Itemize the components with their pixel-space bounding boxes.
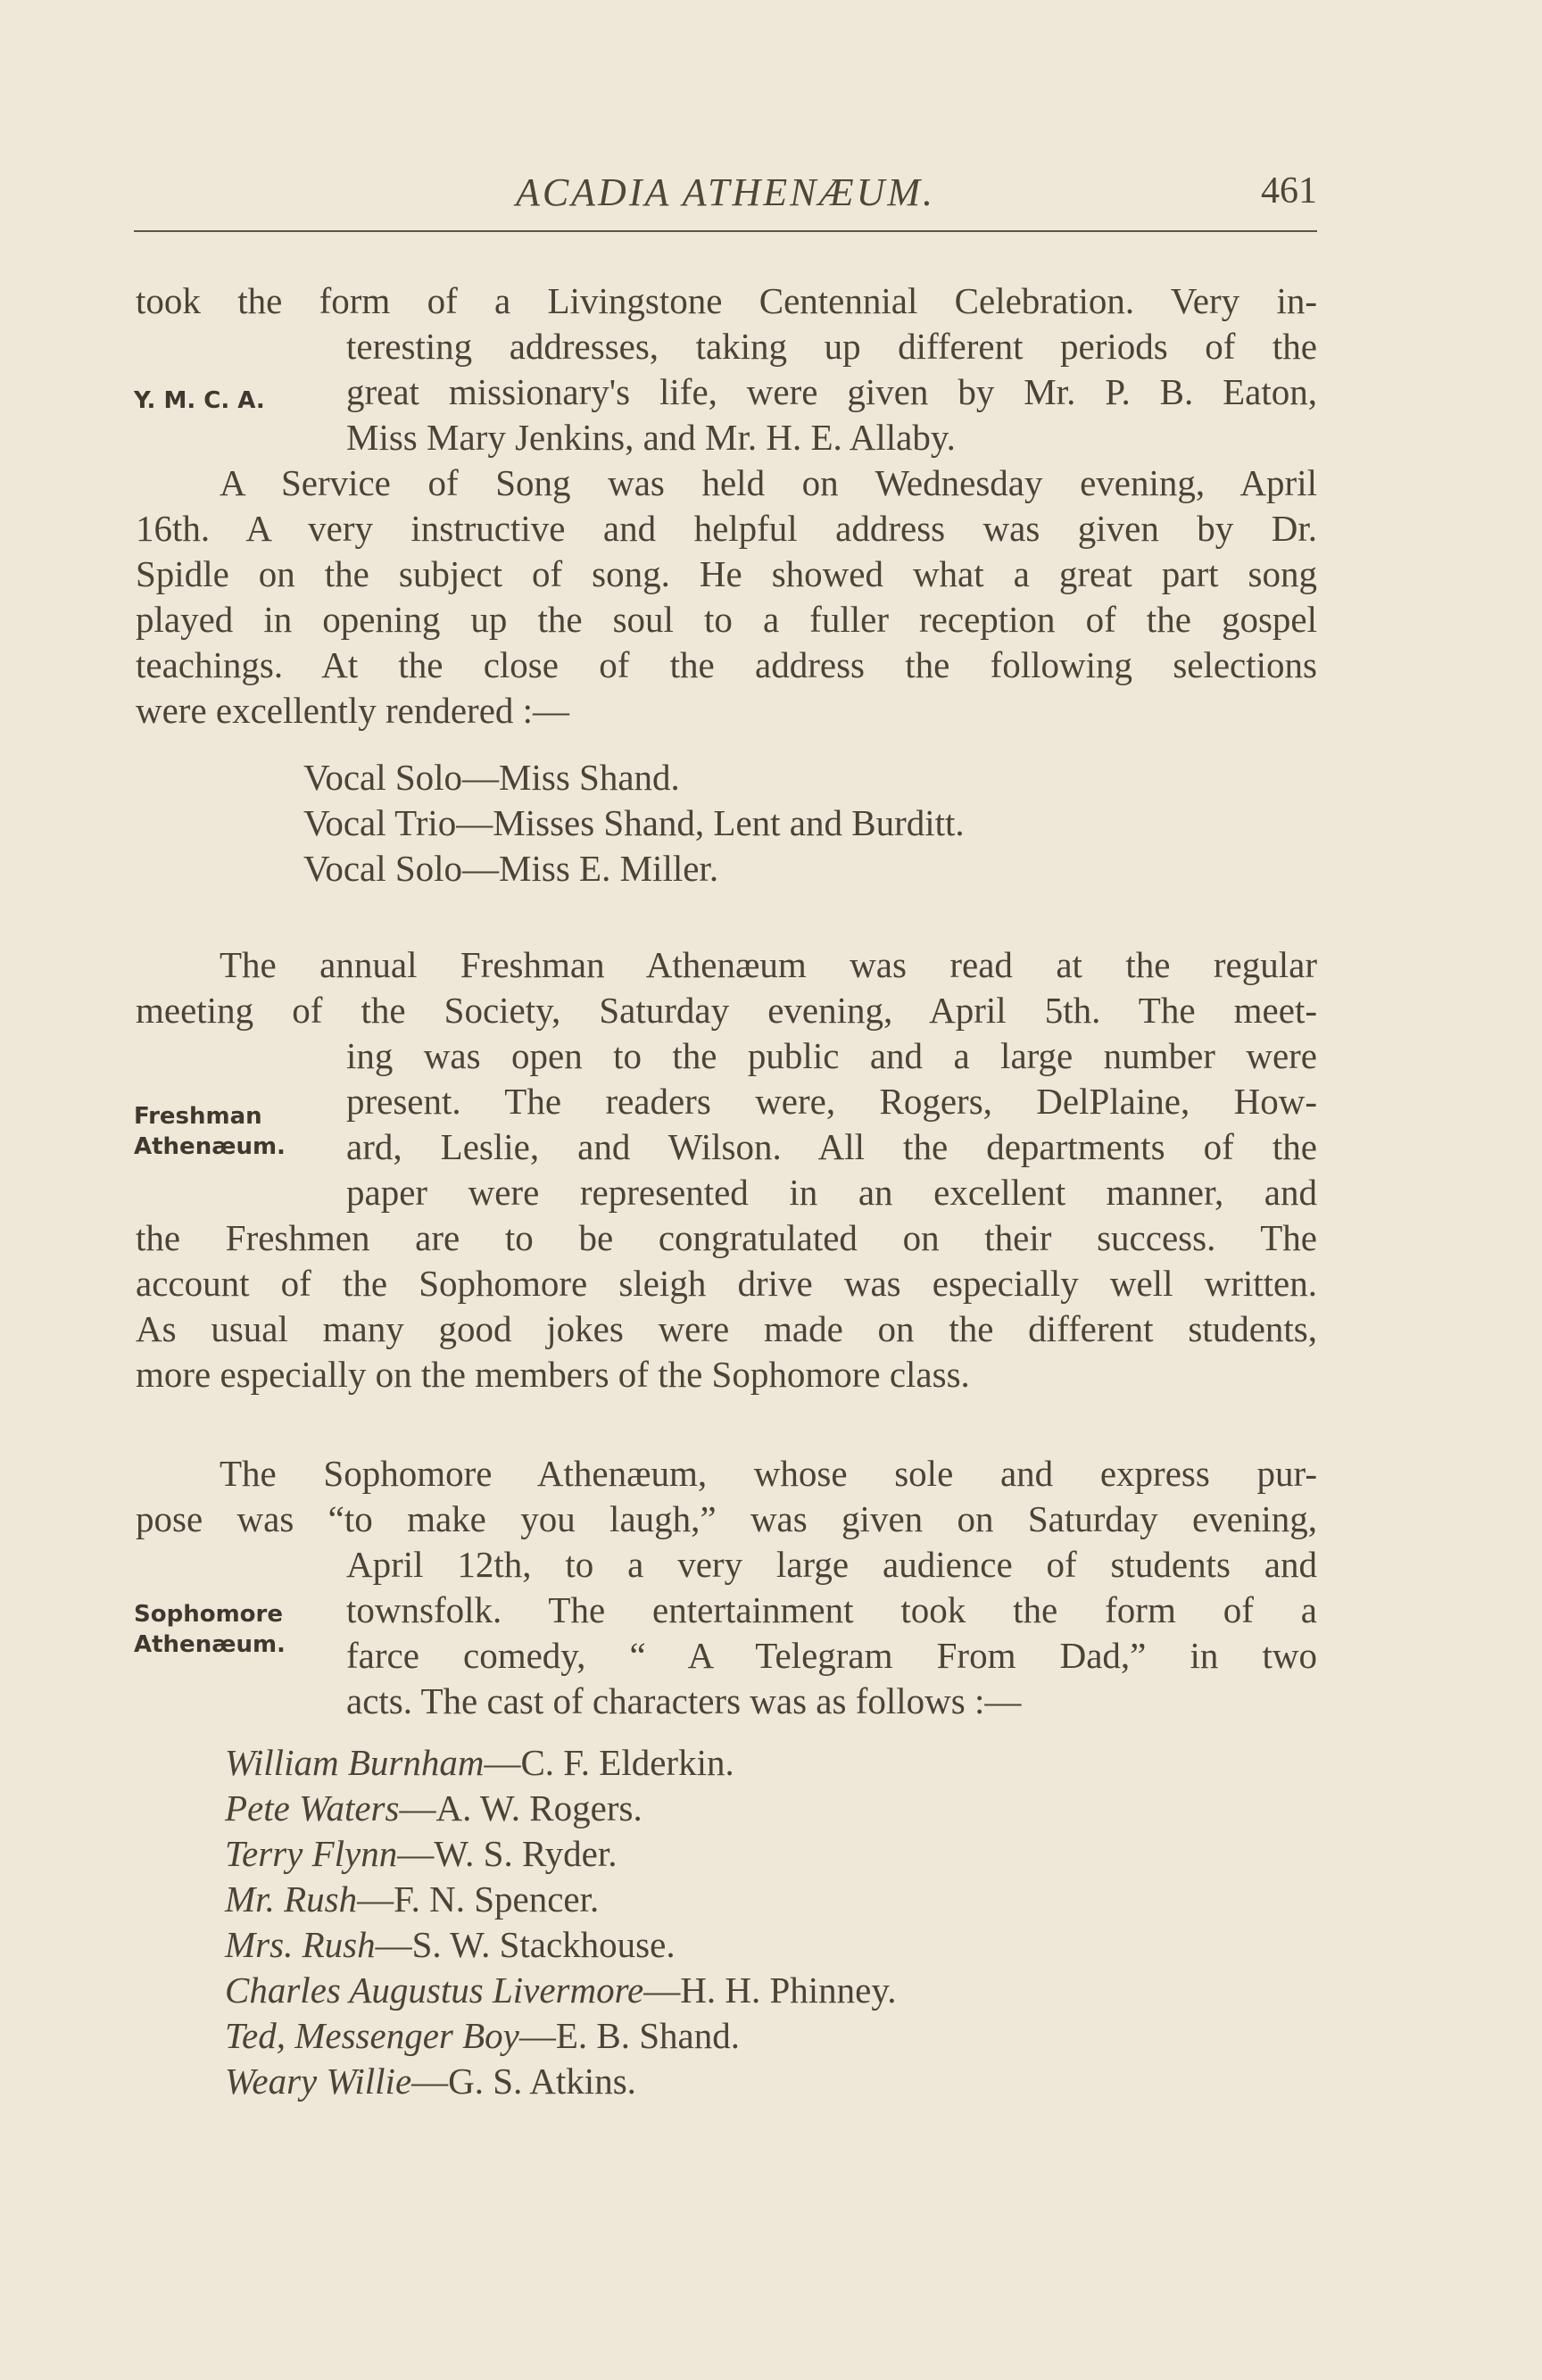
cast-role: Weary Willie [225, 2061, 412, 2102]
cast-entry [225, 1740, 896, 1786]
text-line: acts. The cast of characters was as follows :— [346, 1680, 1022, 1721]
cast-entry [225, 1922, 896, 1968]
cast-entry [225, 1831, 896, 1877]
text-line: teachings. At the close of the address the following selections [136, 644, 1317, 685]
header-rule [134, 230, 1317, 232]
text-line: ing was open to the public and a large number were [346, 1035, 1317, 1076]
text-line: the Freshmen are to be congratulated on their success. The [136, 1217, 1317, 1258]
text-line: more especially on the members of the Sophomore class. [136, 1354, 970, 1395]
cast-entry [225, 1968, 896, 2013]
text-line: were excellently rendered :— [136, 690, 570, 731]
selection-item: Vocal Trio—Misses Shand, Lent and Burditt. [303, 802, 965, 843]
cast-list [225, 1740, 896, 2104]
text-line: account of the Sophomore sleigh drive was especially well written. [136, 1263, 1317, 1304]
cast-role: Mrs. Rush [225, 1924, 376, 1965]
side-heading-line: Freshman [134, 1103, 262, 1130]
text-line: meeting of the Society, Saturday evening, April 5th. The meet- [136, 990, 1317, 1031]
text-line: 16th. A very instructive and helpful address was given by Dr. [136, 508, 1317, 549]
song-selections [303, 755, 965, 891]
cast-role: William Burnham [225, 1742, 485, 1783]
cast-entry [225, 2013, 896, 2059]
paragraph-sophomore [136, 1451, 1317, 1724]
side-heading-ymca: Y. M. C. A. [134, 387, 265, 414]
text-line: Spidle on the subject of song. He showed what a great part song [136, 553, 1317, 594]
text-line: great missionary's life, were given by Mr. P. B. Eaton, [346, 371, 1317, 412]
text-line: present. The readers were, Rogers, DelPlaine, How- [346, 1081, 1317, 1122]
cast-role: Pete Waters [225, 1787, 400, 1829]
cast-actor: —S. W. Stackhouse. [375, 1924, 676, 1965]
text-line: teresting addresses, taking up different periods of the [346, 326, 1317, 367]
text-line: took the form of a Livingstone Centennial Celebration. Very in- [136, 280, 1317, 321]
cast-actor: —H. H. Phinney. [643, 1970, 897, 2011]
text-line: A Service of Song was held on Wednesday evening, April [220, 462, 1317, 503]
cast-entry [225, 2059, 896, 2104]
text-line: played in opening up the soul to a fuller reception of the gospel [136, 599, 1317, 640]
cast-role: Terry Flynn [225, 1833, 398, 1874]
page-header [134, 170, 1317, 223]
text-line: April 12th, to a very large audience of students and [346, 1544, 1317, 1585]
cast-role: Charles Augustus Livermore [225, 1970, 644, 2011]
text-line: The Sophomore Athenæum, whose sole and express pur- [220, 1453, 1317, 1494]
page-number: 461 [1261, 170, 1317, 211]
text-line: Miss Mary Jenkins, and Mr. H. E. Allaby. [346, 417, 956, 458]
side-heading-line: Athenæum. [134, 1133, 286, 1160]
selection-item: Vocal Solo—Miss E. Miller. [303, 848, 719, 889]
cast-actor: —F. N. Spencer. [357, 1878, 600, 1920]
side-heading-line: Sophomore [134, 1601, 283, 1628]
cast-entry [225, 1877, 896, 1922]
paragraph-freshman [136, 942, 1317, 1397]
text-line: pose was “to make you laugh,” was given on Saturday evening, [136, 1498, 1317, 1539]
cast-actor: —W. S. Ryder. [397, 1833, 618, 1874]
cast-entry [225, 1786, 896, 1831]
text-line: As usual many good jokes were made on the different students, [136, 1308, 1317, 1349]
text-line: farce comedy, “ A Telegram From Dad,” in two [346, 1635, 1317, 1676]
text-line: paper were represented in an excellent manner, and [346, 1172, 1317, 1213]
side-heading-line: Athenæum. [134, 1631, 286, 1658]
text-line: townsfolk. The entertainment took the form of a [346, 1589, 1317, 1630]
cast-actor: —G. S. Atkins. [411, 2061, 636, 2102]
paragraph-ymca [136, 278, 1317, 734]
cast-actor: —E. B. Shand. [518, 2015, 740, 2056]
text-line: The annual Freshman Athenæum was read at the regular [220, 944, 1317, 985]
cast-role: Mr. Rush [225, 1878, 358, 1920]
text-line: ard, Leslie, and Wilson. All the departments of the [346, 1126, 1317, 1167]
cast-role: Ted, Messenger Boy [225, 2015, 519, 2056]
selection-item: Vocal Solo—Miss Shand. [303, 757, 680, 798]
cast-actor: —C. F. Elderkin. [484, 1742, 734, 1783]
cast-actor: —A. W. Rogers. [399, 1787, 642, 1829]
running-title: ACADIA ATHENÆUM. [515, 170, 936, 214]
